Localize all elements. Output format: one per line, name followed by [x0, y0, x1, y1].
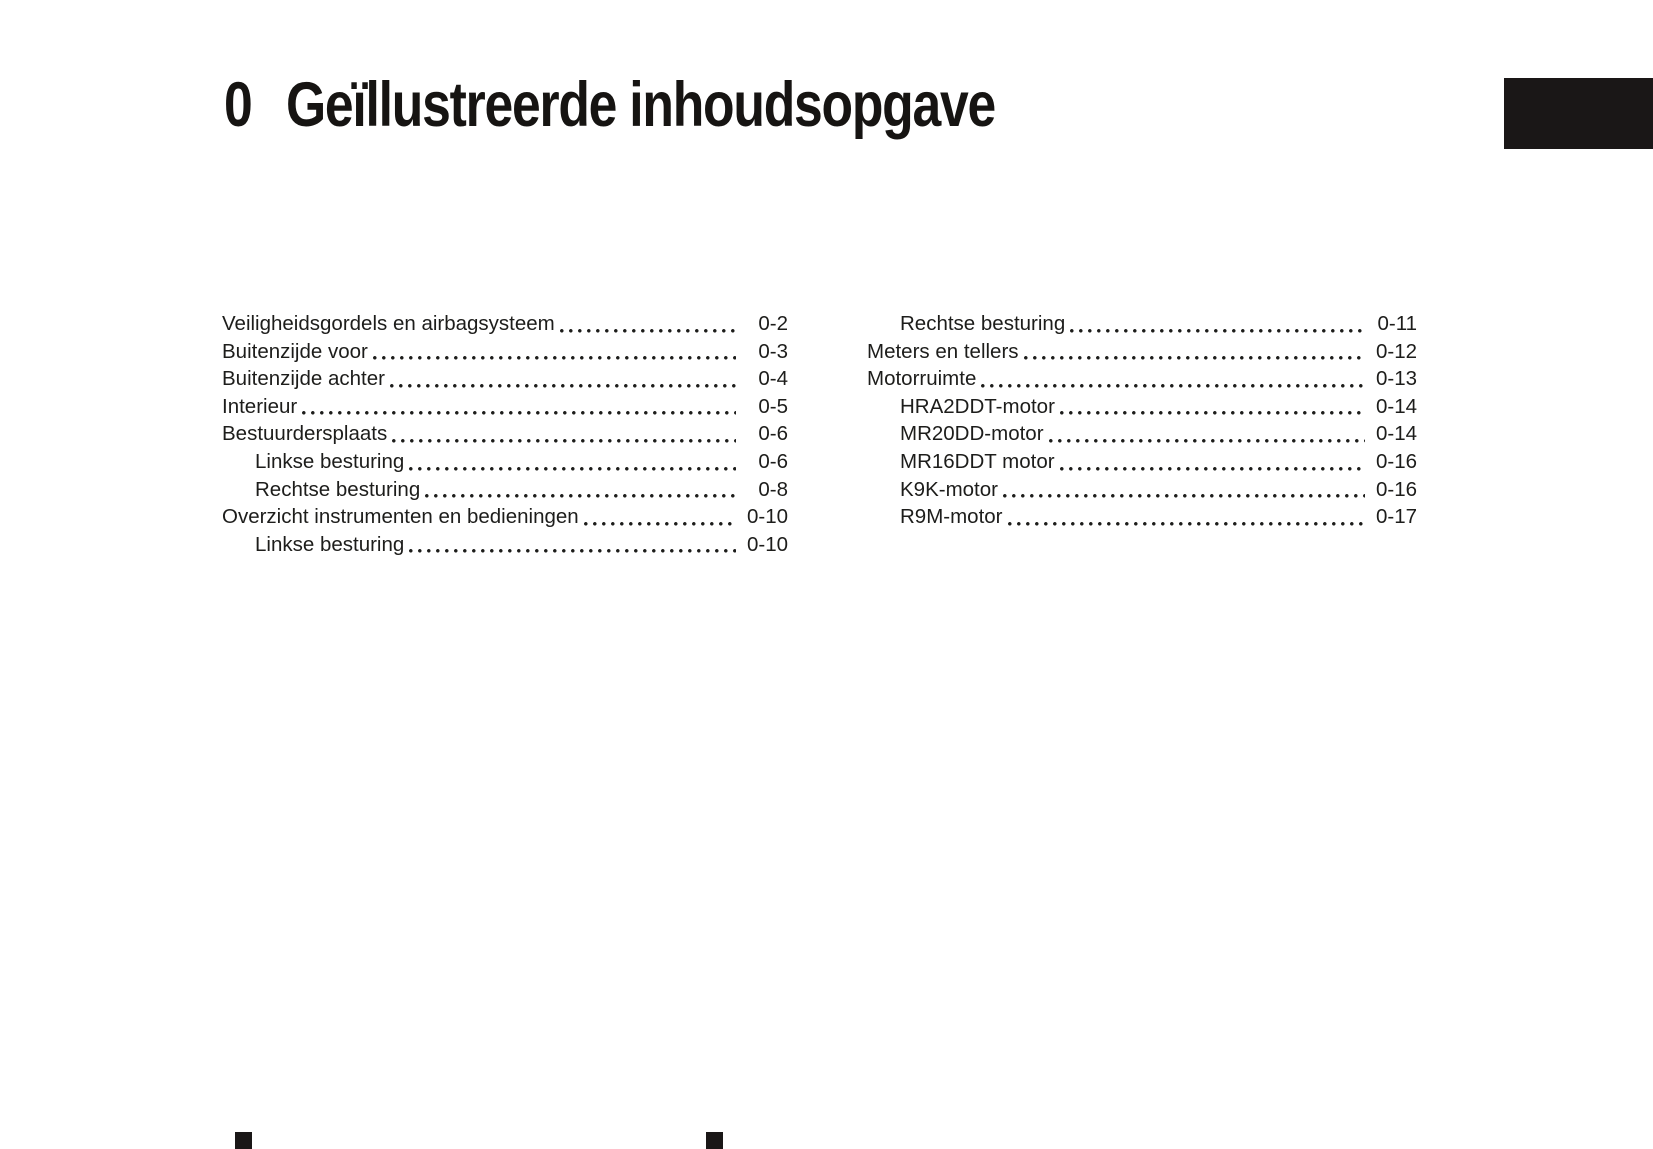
toc-entry[interactable] [867, 338, 1417, 366]
toc-entry-label: HRA2DDT-motor [900, 394, 1055, 418]
toc-entry-page: 0-6 [758, 449, 788, 473]
toc-entry-page: 0-10 [746, 505, 788, 529]
toc-entry-page: 0-10 [746, 532, 788, 556]
toc-entry-label: Rechtse besturing [255, 477, 421, 501]
toc-entry[interactable] [867, 365, 1417, 393]
toc-entry[interactable] [222, 365, 788, 393]
toc-entry-label: Buitenzijde achter [222, 367, 385, 391]
toc-entry-page: 0-2 [758, 312, 788, 335]
dotted-leader [425, 494, 736, 498]
toc-entry-page: 0-16 [1375, 477, 1417, 501]
dotted-leader [390, 384, 736, 388]
chapter-tab-marker [1504, 78, 1653, 149]
toc-entry-label: Interieur [222, 394, 298, 418]
dotted-leader [1060, 467, 1365, 471]
page-title: Geïllustreerde inhoudsopgave [285, 70, 996, 140]
toc-entry-page: 0-16 [1375, 449, 1417, 473]
dotted-leader [584, 522, 736, 526]
toc-entry-page: 0-6 [758, 422, 788, 446]
toc-entry-page: 0-5 [758, 394, 788, 418]
dotted-leader [409, 549, 736, 553]
toc-entry[interactable] [222, 420, 788, 448]
dotted-leader [392, 439, 736, 443]
dotted-leader [1070, 329, 1365, 333]
dotted-leader [1060, 411, 1365, 415]
dotted-leader [409, 467, 736, 471]
dotted-leader [1049, 439, 1365, 443]
toc-entry[interactable] [222, 503, 788, 531]
dotted-leader [302, 411, 736, 415]
chapter-number: 0 [224, 70, 252, 140]
toc-entry[interactable] [867, 448, 1417, 476]
toc-entry-label: Rechtse besturing [900, 312, 1066, 335]
toc-entry[interactable] [222, 531, 788, 559]
toc-entry-page: 0-3 [758, 339, 788, 363]
toc-column-right [867, 310, 1417, 531]
toc-entry[interactable] [867, 420, 1417, 448]
toc-entry[interactable] [867, 476, 1417, 504]
toc-entry-label: K9K-motor [900, 477, 998, 501]
dotted-leader [373, 356, 736, 360]
toc-entry-label: MR16DDT motor [900, 449, 1055, 473]
toc-entry-label: Overzicht instrumenten en bedieningen [222, 505, 579, 529]
dotted-leader [1008, 522, 1365, 526]
toc-entry[interactable] [867, 503, 1417, 531]
toc-entry-page: 0-13 [1375, 367, 1417, 391]
crop-mark [235, 1132, 252, 1149]
toc-entry-label: Bestuurdersplaats [222, 422, 388, 446]
toc-entry-page: 0-8 [758, 477, 788, 501]
dotted-leader [1024, 356, 1365, 360]
toc-entry-label: Meters en tellers [867, 339, 1019, 363]
toc-entry-label: Linkse besturing [255, 449, 405, 473]
toc-entry[interactable] [222, 338, 788, 366]
toc-entry-page: 0-17 [1375, 505, 1417, 529]
toc-entry[interactable] [867, 393, 1417, 421]
toc-entry-label: Veiligheidsgordels en airbagsysteem [222, 312, 555, 335]
toc-entry-page: 0-4 [758, 367, 788, 391]
dotted-leader [981, 384, 1365, 388]
toc-entry-label: Buitenzijde voor [222, 339, 368, 363]
toc-entry[interactable] [222, 448, 788, 476]
chapter-heading [224, 70, 996, 140]
dotted-leader [1003, 494, 1365, 498]
toc-entry-page: 0-14 [1375, 422, 1417, 446]
dotted-leader [560, 329, 736, 333]
toc-entry[interactable] [222, 310, 788, 338]
toc-entry-label: R9M-motor [900, 505, 1003, 529]
toc-entry-page: 0-12 [1375, 339, 1417, 363]
toc-entry-label: Motorruimte [867, 367, 977, 391]
toc-entry-label: Linkse besturing [255, 532, 405, 556]
toc-entry[interactable] [222, 476, 788, 504]
toc-entry-page: 0-11 [1377, 312, 1417, 335]
toc-column-left [222, 310, 788, 558]
crop-mark [706, 1132, 723, 1149]
toc-entry[interactable] [867, 310, 1417, 338]
toc-entry-page: 0-14 [1375, 394, 1417, 418]
toc-entry-label: MR20DD-motor [900, 422, 1044, 446]
toc-entry[interactable] [222, 393, 788, 421]
